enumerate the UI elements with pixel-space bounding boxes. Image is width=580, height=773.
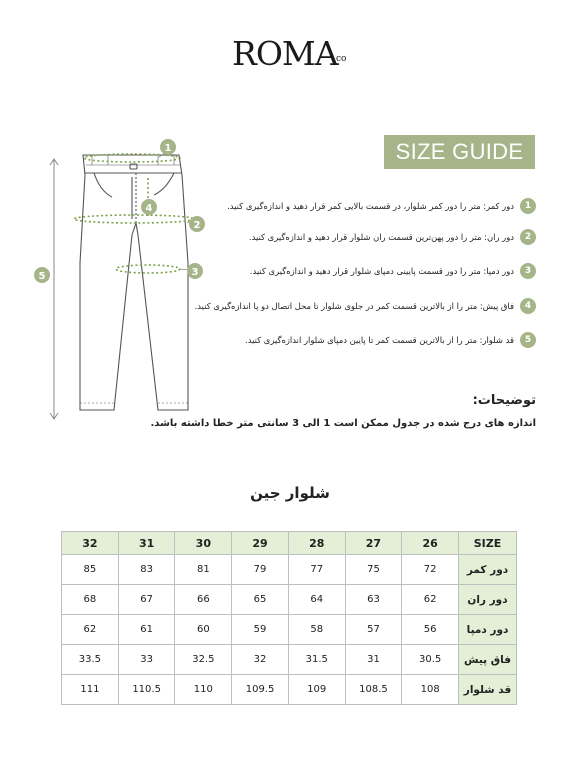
notes-text: اندازه های درج شده در جدول ممکن است 1 الی 3 سانتی متر خطا داشته باشد. <box>150 418 536 429</box>
table-cell: 30.5 <box>402 645 459 675</box>
table-cell: 85 <box>62 555 119 585</box>
table-cell: 57 <box>345 615 402 645</box>
table-cell: 108 <box>402 675 459 705</box>
table-cell: 32.5 <box>175 645 232 675</box>
size-header-cell: 26 <box>402 532 459 555</box>
row-label: دور کمر <box>459 555 517 585</box>
size-header-cell: 27 <box>345 532 402 555</box>
logo-sub-text: co <box>336 54 347 64</box>
diagram-marker-5: 5 <box>38 271 46 282</box>
table-row <box>62 675 517 705</box>
jeans-diagram <box>28 135 238 425</box>
legend-item-thigh <box>249 228 536 246</box>
table-cell: 56 <box>402 615 459 645</box>
size-header-cell: 28 <box>288 532 345 555</box>
table-cell: 77 <box>288 555 345 585</box>
table-cell: 108.5 <box>345 675 402 705</box>
row-label: قد شلوار <box>459 675 517 705</box>
legend-item-hem <box>250 262 536 280</box>
size-header-cell: 30 <box>175 532 232 555</box>
table-cell: 58 <box>288 615 345 645</box>
table-cell: 31.5 <box>288 645 345 675</box>
legend-text: فاق پیش: متر را از بالاترین قسمت کمر در جلوی شلوار تا محل اتصال دو پا اندازه‌گیری کنید. <box>194 301 514 311</box>
table-cell: 109.5 <box>232 675 289 705</box>
table-cell: 59 <box>232 615 289 645</box>
size-header-cell: 29 <box>232 532 289 555</box>
number-badge: 2 <box>520 229 536 245</box>
measurement-lines <box>74 154 194 273</box>
table-cell: 65 <box>232 585 289 615</box>
diagram-marker-3: 3 <box>191 267 199 278</box>
table-row <box>62 645 517 675</box>
size-guide-banner: SIZE GUIDE <box>384 135 535 169</box>
size-table <box>61 531 517 705</box>
logo-main-text: ROMA <box>232 34 338 73</box>
size-header-row <box>62 532 517 555</box>
marker-lines <box>159 151 195 270</box>
table-cell: 64 <box>288 585 345 615</box>
table-cell: 60 <box>175 615 232 645</box>
table-cell: 67 <box>118 585 175 615</box>
legend-text: دور کمر: متر را دور کمر شلوار، در قسمت بالایی کمر قرار دهید و اندازه‌گیری کنید. <box>227 201 514 211</box>
table-cell: 31 <box>345 645 402 675</box>
table-cell: 110 <box>175 675 232 705</box>
table-cell: 66 <box>175 585 232 615</box>
number-badge: 3 <box>520 263 536 279</box>
table-cell: 81 <box>175 555 232 585</box>
table-cell: 33 <box>118 645 175 675</box>
table-cell: 68 <box>62 585 119 615</box>
number-badge: 1 <box>520 198 536 214</box>
legend-text: دور دمپا: متر را دور قسمت پایینی دمپای شلوار قرار دهید و اندازه‌گیری کنید. <box>249 266 514 276</box>
table-row <box>62 555 517 585</box>
legend-text: قد شلوار: متر را از بالاترین قسمت کمر تا پایین دمپای شلوار اندازه‌گیری کنید. <box>245 335 514 345</box>
table-cell: 61 <box>118 615 175 645</box>
table-cell: 72 <box>402 555 459 585</box>
table-cell: 111 <box>62 675 119 705</box>
legend-text: دور ران: متر را دور پهن‌ترین قسمت ران شلوار قرار دهید و اندازه‌گیری کنید. <box>248 232 514 242</box>
table-row <box>62 585 517 615</box>
table-cell: 83 <box>118 555 175 585</box>
table-row <box>62 615 517 645</box>
jeans-outline-icon <box>80 155 188 410</box>
row-label: دور ران <box>459 585 517 615</box>
table-cell: 79 <box>232 555 289 585</box>
diagram-marker-2: 2 <box>193 220 201 231</box>
table-cell: 109 <box>288 675 345 705</box>
row-label: فاق پیش <box>459 645 517 675</box>
size-header-cell: 31 <box>118 532 175 555</box>
table-cell: 62 <box>62 615 119 645</box>
legend-item-waist <box>227 197 536 215</box>
row-label: دور دمپا <box>459 615 517 645</box>
length-arrow <box>50 159 58 419</box>
size-table-title: شلوار جین <box>250 484 330 502</box>
table-cell: 33.5 <box>62 645 119 675</box>
legend-item-front-rise <box>195 297 536 315</box>
size-header-label: SIZE <box>459 532 517 555</box>
size-header-cell: 32 <box>62 532 119 555</box>
diagram-marker-1: 1 <box>164 143 172 154</box>
diagram-marker-4: 4 <box>145 203 153 214</box>
notes-title: توضیحات: <box>472 393 536 408</box>
table-cell: 110.5 <box>118 675 175 705</box>
table-cell: 32 <box>232 645 289 675</box>
table-cell: 63 <box>345 585 402 615</box>
number-badge: 5 <box>520 332 536 348</box>
legend-item-length <box>245 331 536 349</box>
brand-logo <box>232 34 352 74</box>
table-cell: 75 <box>345 555 402 585</box>
number-badge: 4 <box>520 298 536 314</box>
table-cell: 62 <box>402 585 459 615</box>
